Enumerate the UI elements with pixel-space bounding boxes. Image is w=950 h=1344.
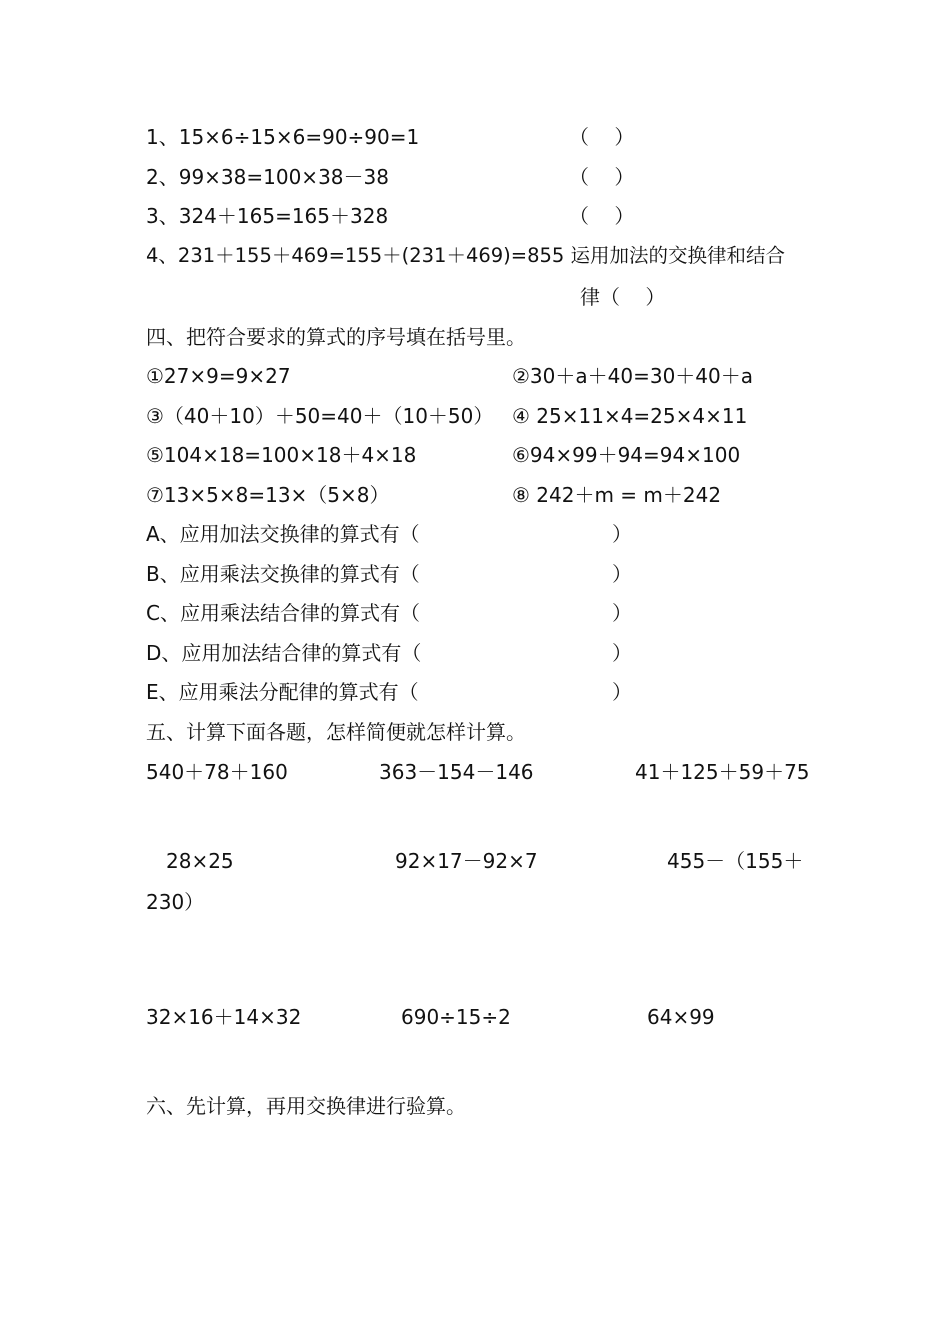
judge-item-2: 2、99×38=100×38－38 xyxy=(146,165,389,189)
formula-4: ④ 25×11×4=25×4×11 xyxy=(512,404,748,428)
judge-bracket-1[interactable]: （ ） xyxy=(569,125,635,149)
formula-5: ⑤104×18=100×18＋4×18 xyxy=(146,443,417,467)
calc-8: 690÷15÷2 xyxy=(401,1005,511,1029)
question-a-close: ） xyxy=(612,522,632,546)
calc-6-wrap: 230） xyxy=(146,890,205,914)
formula-8: ⑧ 242＋m = m＋242 xyxy=(512,483,722,507)
calc-4: 28×25 xyxy=(166,849,234,873)
calc-2: 363－154－146 xyxy=(379,760,534,784)
formula-3: ③（40＋10）＋50=40＋（10＋50） xyxy=(146,404,494,428)
judge-bracket-2[interactable]: （ ） xyxy=(569,165,635,189)
calc-9: 64×99 xyxy=(647,1005,715,1029)
question-d-label: D、应用加法结合律的算式有（ xyxy=(146,641,422,665)
judge-bracket-3[interactable]: （ ） xyxy=(569,204,635,228)
formula-6: ⑥94×99＋94=94×100 xyxy=(512,443,741,467)
formula-2: ②30＋a＋40=30＋40＋a xyxy=(512,364,753,388)
judge-item-4: 4、231＋155＋469=155＋(231＋469)=855 运用加法的交换律和结合 xyxy=(146,244,786,267)
calc-5: 92×17－92×7 xyxy=(395,849,538,873)
formula-1: ①27×9=9×27 xyxy=(146,364,291,388)
question-b-close: ） xyxy=(612,562,632,586)
formula-7: ⑦13×5×8=13×（5×8） xyxy=(146,483,390,507)
judge-item-3: 3、324＋165=165＋328 xyxy=(146,204,389,228)
calc-6: 455－（155＋ xyxy=(667,849,804,873)
question-e-close: ） xyxy=(612,680,632,704)
question-d-close: ） xyxy=(612,641,632,665)
calc-7: 32×16＋14×32 xyxy=(146,1005,302,1029)
section5-heading: 五、计算下面各题，怎样简便就怎样计算。 xyxy=(146,720,526,744)
section6-heading: 六、先计算，再用交换律进行验算。 xyxy=(146,1094,466,1118)
question-c-close: ） xyxy=(612,601,632,625)
question-c-label: C、应用乘法结合律的算式有（ xyxy=(146,601,420,625)
question-e-label: E、应用乘法分配律的算式有（ xyxy=(146,680,419,704)
question-a-label: A、应用加法交换律的算式有（ xyxy=(146,522,420,546)
question-b-label: B、应用乘法交换律的算式有（ xyxy=(146,562,420,586)
judge-item-4-continued[interactable]: 律（ ） xyxy=(580,285,666,309)
section4-heading: 四、把符合要求的算式的序号填在括号里。 xyxy=(146,325,526,349)
calc-3: 41＋125＋59＋75 xyxy=(635,760,810,784)
calc-1: 540＋78＋160 xyxy=(146,760,288,784)
judge-item-1: 1、15×6÷15×6=90÷90=1 xyxy=(146,125,420,149)
